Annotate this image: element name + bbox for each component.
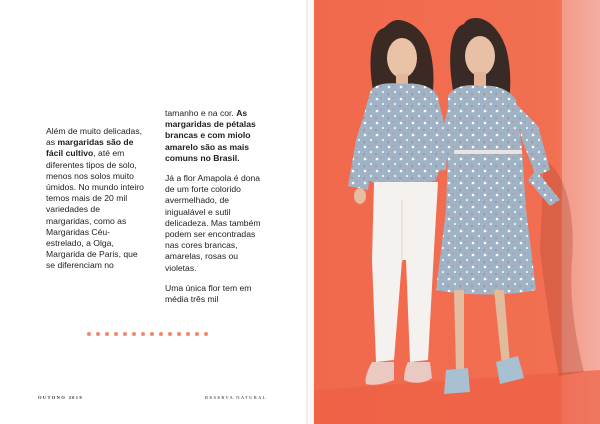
bold-highlight: As margaridas de pétalas brancas e com miolo amarelo são as mais comuns no Brasil. [165,108,256,163]
text-column-1 [46,126,146,281]
body-text: tamanho e na cor. [165,108,237,118]
paragraph: Já a flor Amapola é dona de um forte colorido avermelhado, de inigualável e sutil delicadeza. Mas também podem ser encontradas nas cores brancas, amarelas, rosas ou violetas. [165,173,261,273]
paragraph [46,126,146,272]
divider-dot [177,332,181,336]
divider-dot [204,332,208,336]
divider-dot [132,332,136,336]
paragraph: Uma única flor tem em média três mil [165,282,252,305]
divider-dot [186,332,190,336]
divider-dot [168,332,172,336]
text-column-2 [165,108,269,314]
dotted-divider [87,332,208,338]
divider-dot [105,332,109,336]
divider-dot [195,332,199,336]
footer-magazine-name: RESERVA NATURAL [205,395,267,400]
bold-highlight: margaridas são de fácil cultivo [46,137,134,159]
divider-dot [123,332,127,336]
divider-dot [141,332,145,336]
divider-dot [96,332,100,336]
divider-dot [159,332,163,336]
body-text: Além de muito delicadas, as [46,126,143,148]
divider-dot [114,332,118,336]
divider-dot [87,332,91,336]
page-gutter [306,0,314,424]
fashion-photo [314,0,600,424]
footer-issue: OUTONO 2019 [38,395,83,400]
paragraph [165,108,269,164]
divider-dot [150,332,154,336]
body-text: , até em diferentes tipos de solo, menos nos solos muito úmidos. No mundo inteiro temos mais de 20 mil variedades de margaridas, como as Margaridas Céu-estrelado, a Olga, Margarida de Paris, que se diferenciam no [46,148,144,271]
photo-illustration [314,0,600,424]
